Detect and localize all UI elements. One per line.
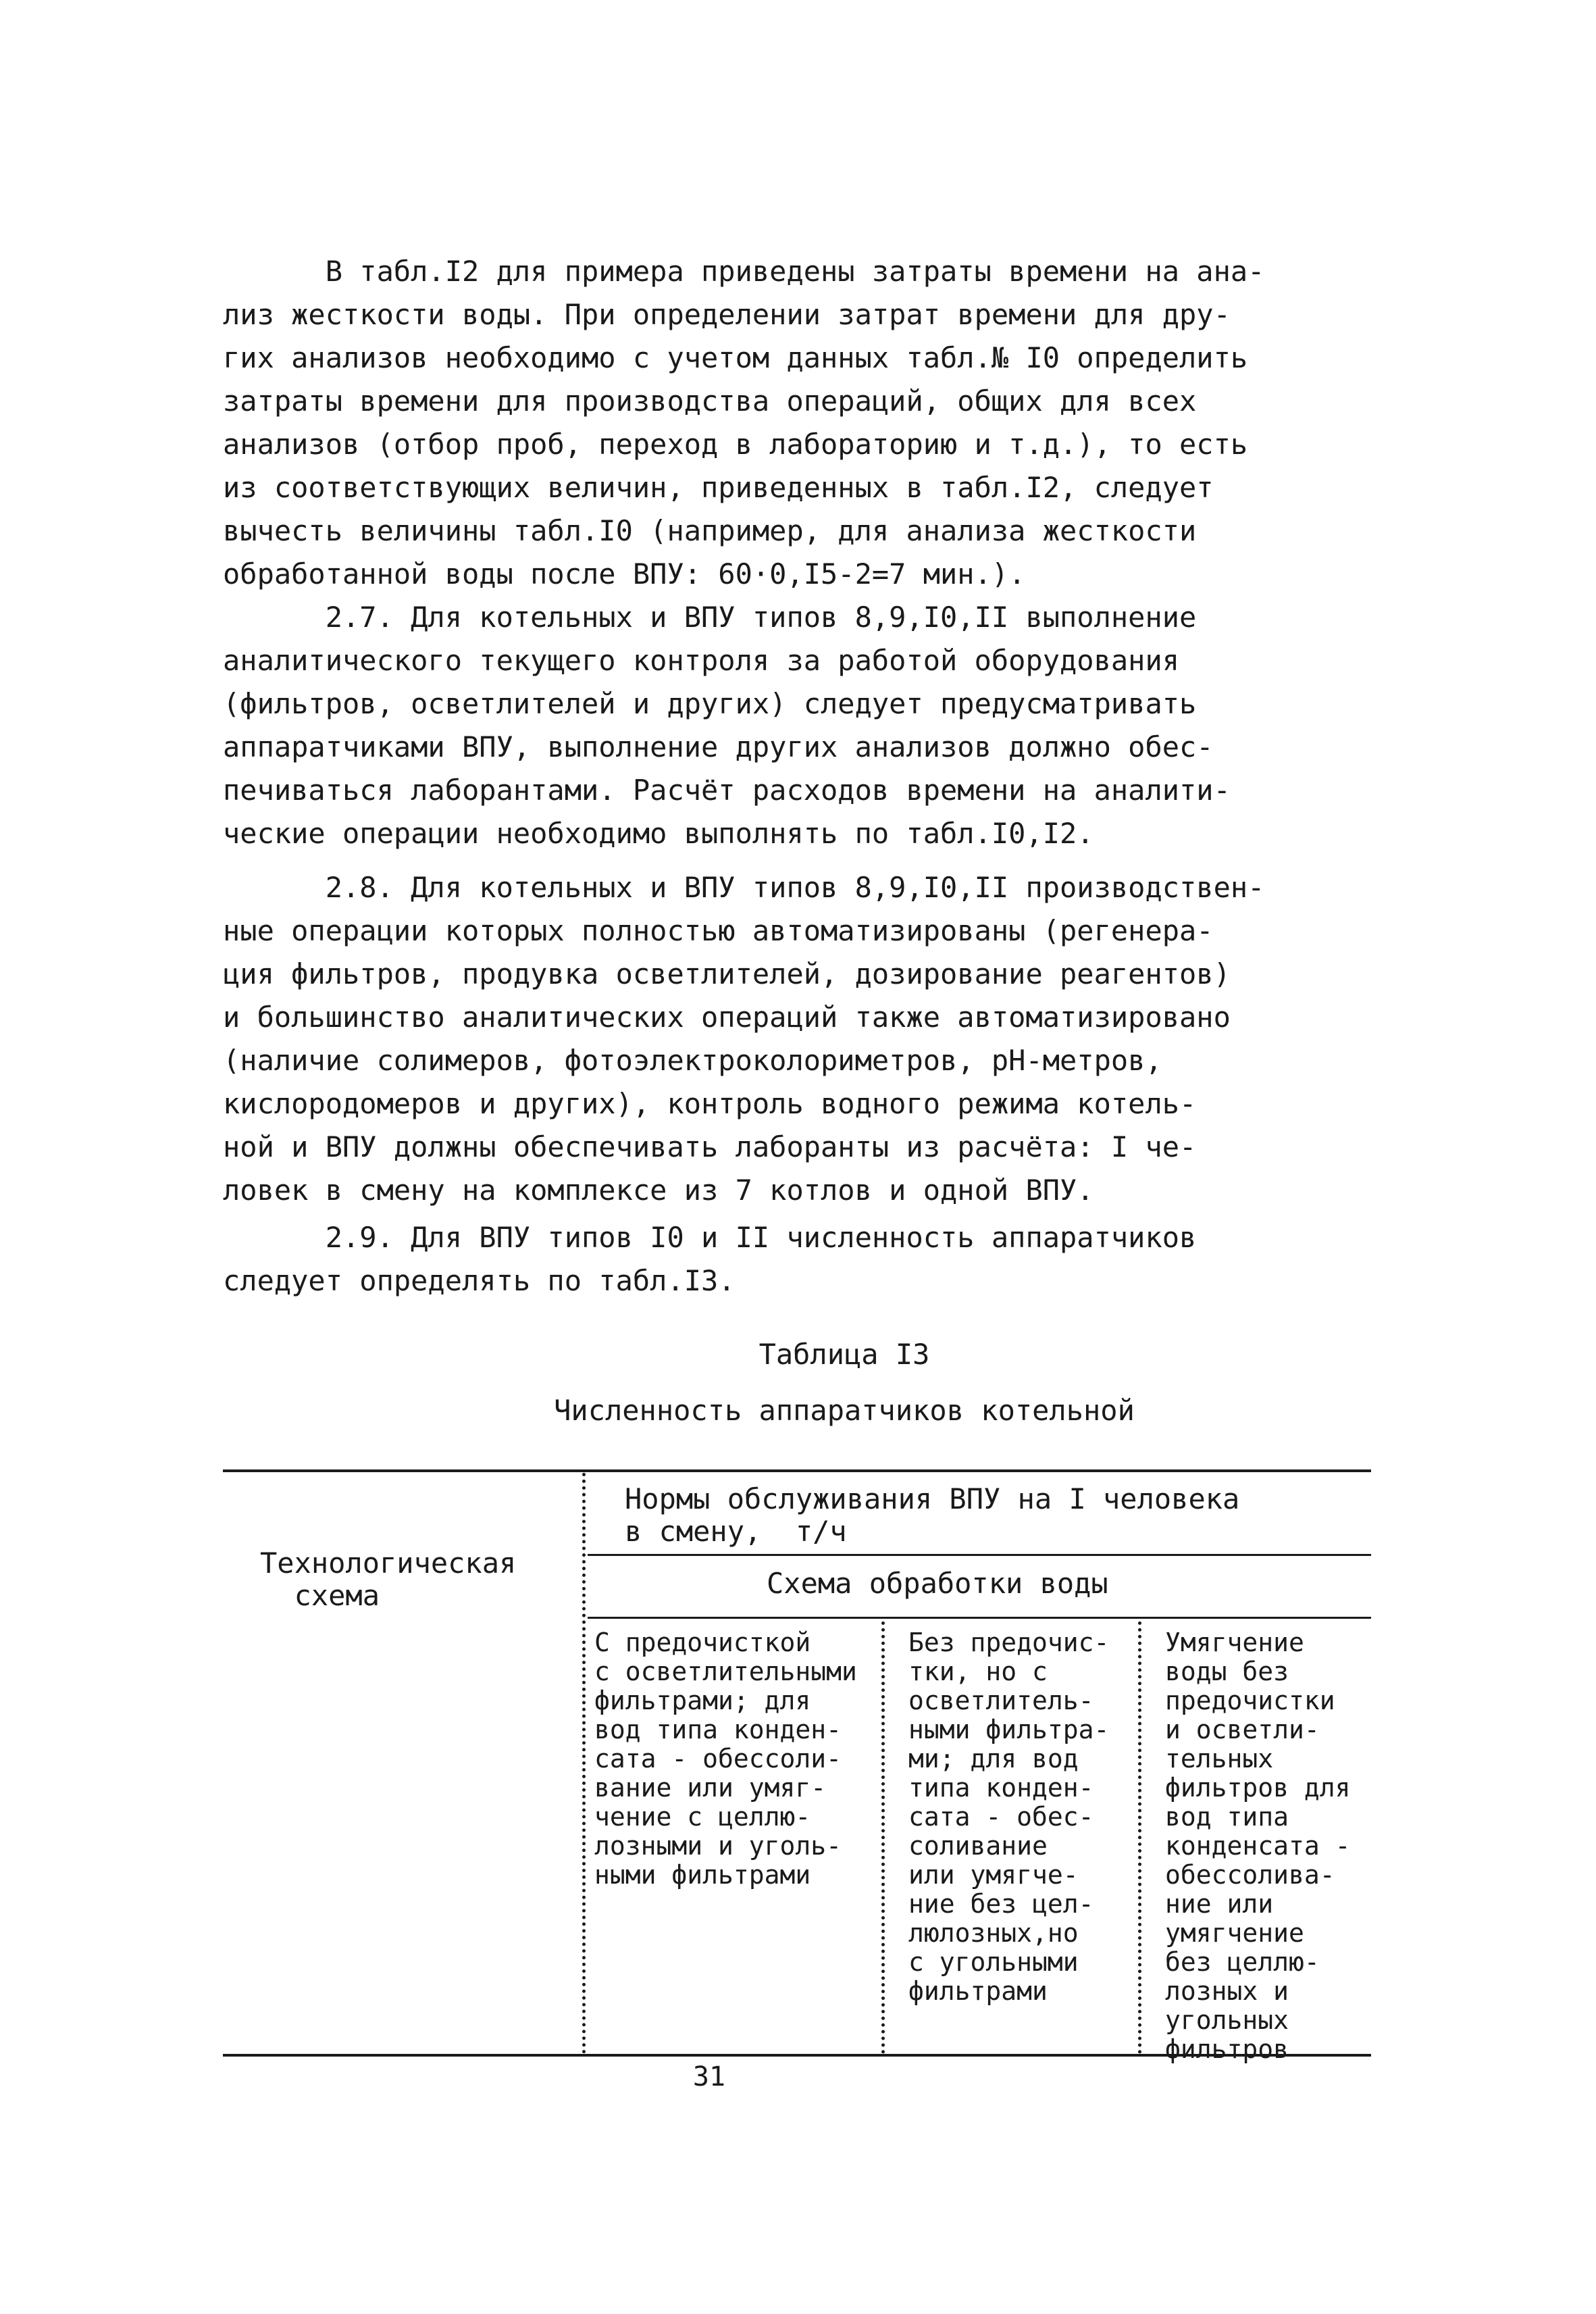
text-line: кислородомеров и других), контроль водного режима котель- [223, 1087, 1197, 1120]
text-line: 2.7. Для котельных и ВПУ типов 8,9,I0,II выполнение [223, 601, 1197, 634]
header-scheme: Схема обработки воды [767, 1567, 1108, 1600]
text-line: из соответствующих величин, приведенных в табл.I2, следует [223, 471, 1214, 504]
text-line: лиз жесткости воды. При определении затрат времени для дру- [223, 298, 1231, 331]
header-tech-scheme: Технологическая схема [260, 1546, 517, 1612]
text-line: следует определять по табл.I3. [223, 1264, 736, 1297]
page-number: 31 [692, 2061, 726, 2092]
paragraph-table12-intro [223, 250, 1344, 596]
text-line: ные операции которых полностью автоматизированы (регенера- [223, 914, 1214, 947]
text-line: печиваться лаборантами. Расчёт расходов времени на аналити- [223, 774, 1231, 807]
text-line: аналитического текущего контроля за работой оборудования [223, 644, 1180, 677]
text-line: ной и ВПУ должны обеспечивать лаборанты из расчёта: I че- [223, 1130, 1197, 1163]
column-divider [582, 1473, 586, 2054]
text-line: и большинство аналитических операций также автоматизировано [223, 1001, 1231, 1034]
text-line: (фильтров, осветлителей и других) следует предусматривать [223, 687, 1197, 720]
text-line: ция фильтров, продувка осветлителей, дозирование реагентов) [223, 957, 1231, 990]
text-line: вычесть величины табл.I0 (например, для анализа жесткости [223, 514, 1197, 547]
text-line: (наличие солимеров, фотоэлектроколориметров, pH-метров, [223, 1044, 1162, 1077]
text-line: В табл.I2 для примера приведены затраты времени на ана- [223, 255, 1265, 288]
table-top-rule [223, 1469, 1371, 1472]
text-line: 2.8. Для котельных и ВПУ типов 8,9,I0,II производствен- [223, 871, 1265, 904]
table-title: Численность аппаратчиков котельной [554, 1394, 1135, 1427]
scheme-header-bottom-rule [588, 1617, 1371, 1619]
subcol-without-pretreatment: Без предочис- тки, но с осветлитель- ными фильтра- ми; для вод типа конден- сата - обес- соливание или умягче- ние без цел- люлозных,но с угольными фильтрами [908, 1628, 1110, 2006]
paragraph-2-8 [223, 866, 1344, 1212]
text-line: гих анализов необходимо с учетом данных табл.№ I0 определить [223, 341, 1248, 374]
column-divider [1138, 1621, 1141, 2054]
text-line: анализов (отбор проб, переход в лабораторию и т.д.), то есть [223, 428, 1248, 461]
subcol-with-pretreatment: С предочисткой с осветлительными фильтрами; для вод типа конден- сата - обессоли- вание или умяг- чение с целлю- лозными и уголь- ными фильтрами [594, 1628, 857, 1890]
text-line: ловек в смену на комплексе из 7 котлов и одной ВПУ. [223, 1174, 1094, 1207]
text-line: обработанной воды после ВПУ: 60·0,I5-2=7 мин.). [223, 557, 1026, 590]
text-line: затраты времени для производства операций, общих для всех [223, 384, 1197, 418]
text-line: ческие операции необходимо выполнять по табл.I0,I2. [223, 817, 1094, 850]
table-number: Таблица I3 [758, 1338, 930, 1371]
paragraph-2-7 [223, 596, 1344, 855]
column-divider [881, 1621, 885, 2054]
paragraph-2-9 [223, 1216, 1344, 1303]
subcol-softening: Умягчение воды без предочистки и осветли- тельных фильтров для вод типа конденсата - обессолива- ние или умягчение без целлю- лозных и угольных фильтров [1165, 1628, 1351, 2064]
text-line: 2.9. Для ВПУ типов I0 и II численность аппаратчиков [223, 1221, 1197, 1254]
header-norms: Нормы обслуживания ВПУ на I человека в смену, т/ч [625, 1482, 1240, 1548]
text-line: аппаратчиками ВПУ, выполнение других анализов должно обес- [223, 730, 1214, 763]
scheme-header-top-rule [588, 1554, 1371, 1556]
